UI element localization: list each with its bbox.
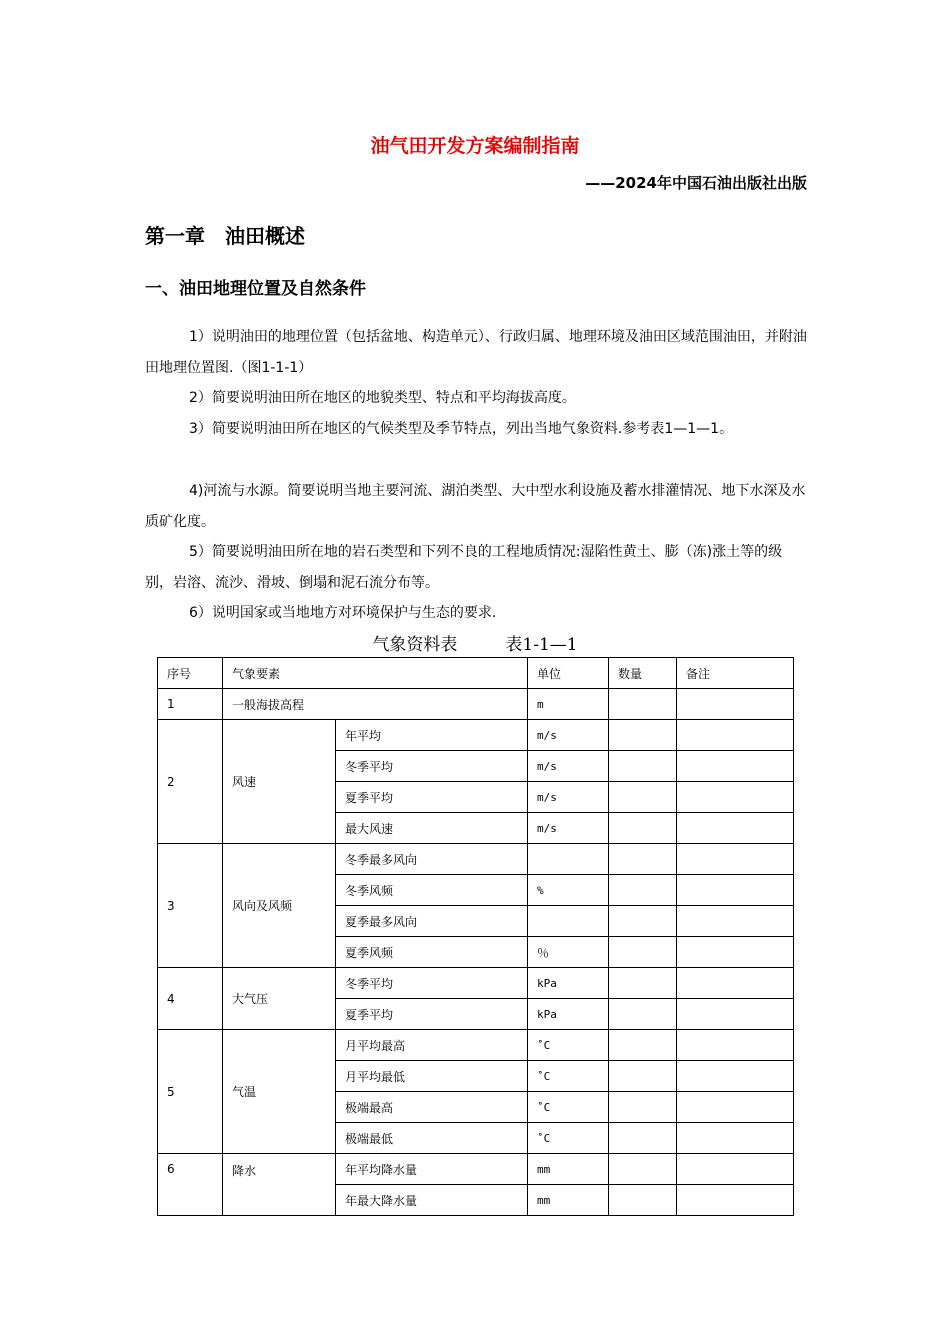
- table-row: [158, 1154, 794, 1185]
- unit-cell: m/s: [528, 751, 609, 782]
- quantity-cell: [609, 968, 677, 999]
- sub-element: 年平均降水量: [336, 1154, 528, 1185]
- remark-cell: [677, 1123, 794, 1154]
- paragraph-3: 3）简要说明油田所在地区的气候类型及季节特点，列出当地气象资料.参考表1—1—1。: [189, 421, 734, 437]
- sub-element: 最大风速: [336, 813, 528, 844]
- unit-cell: m/s: [528, 720, 609, 751]
- paragraph-6: 6）说明国家或当地地方对环境保护与生态的要求.: [189, 605, 497, 621]
- unit-cell: [528, 844, 609, 875]
- unit-cell: ˚C: [528, 1030, 609, 1061]
- header-cell: 单位: [528, 658, 609, 689]
- unit-cell: kPa: [528, 999, 609, 1030]
- table-caption-number: 表1-1—1: [505, 635, 578, 655]
- table-header-row: [158, 658, 794, 689]
- unit-cell: mm: [528, 1154, 609, 1185]
- remark-cell: [677, 689, 794, 720]
- remark-cell: [677, 844, 794, 875]
- sub-element: 夏季风频: [336, 937, 528, 968]
- table-row: [158, 968, 794, 999]
- row-number: 5: [158, 1030, 223, 1154]
- element-name: 气温: [223, 1030, 336, 1154]
- weather-data-table: [157, 657, 794, 1216]
- publisher-line: ——2024年中国石油出版社出版: [585, 174, 807, 192]
- sub-element: 夏季最多风向: [336, 906, 528, 937]
- table-row: [158, 844, 794, 875]
- unit-cell: %: [528, 875, 609, 906]
- quantity-cell: [609, 844, 677, 875]
- unit-cell: ％: [528, 937, 609, 968]
- remark-cell: [677, 751, 794, 782]
- section-heading: 一、油田地理位置及自然条件: [145, 279, 366, 299]
- element-name: 降水: [223, 1154, 336, 1216]
- row-number: 4: [158, 968, 223, 1030]
- sub-element: 冬季平均: [336, 751, 528, 782]
- unit-cell: m/s: [528, 782, 609, 813]
- sub-element: 冬季平均: [336, 968, 528, 999]
- remark-cell: [677, 1154, 794, 1185]
- remark-cell: [677, 999, 794, 1030]
- paragraph-1: 1）说明油田的地理位置（包括盆地、构造单元）、行政归属、地理环境及油田区域范围油田，并附油田地理位置图.（图1-1-1）: [145, 329, 807, 376]
- unit-cell: kPa: [528, 968, 609, 999]
- sub-element: 极端最高: [336, 1092, 528, 1123]
- sub-element: 月平均最高: [336, 1030, 528, 1061]
- quantity-cell: [609, 1092, 677, 1123]
- unit-cell: mm: [528, 1185, 609, 1216]
- sub-element: 年平均: [336, 720, 528, 751]
- remark-cell: [677, 1030, 794, 1061]
- quantity-cell: [609, 751, 677, 782]
- table-row: [158, 1030, 794, 1061]
- sub-element: 年最大降水量: [336, 1185, 528, 1216]
- quantity-cell: [609, 1061, 677, 1092]
- unit-cell: m: [528, 689, 609, 720]
- row-number: 6: [158, 1154, 223, 1216]
- sub-element: 极端最低: [336, 1123, 528, 1154]
- remark-cell: [677, 1061, 794, 1092]
- table-row: [158, 689, 794, 720]
- header-cell: 序号: [158, 658, 223, 689]
- remark-cell: [677, 1092, 794, 1123]
- element-name: 一般海拔高程: [223, 689, 528, 720]
- row-number: 3: [158, 844, 223, 968]
- chapter-heading: 第一章 油田概述: [145, 224, 305, 248]
- quantity-cell: [609, 1185, 677, 1216]
- row-number: 1: [158, 689, 223, 720]
- quantity-cell: [609, 1123, 677, 1154]
- unit-cell: ˚C: [528, 1123, 609, 1154]
- unit-cell: ˚C: [528, 1092, 609, 1123]
- remark-cell: [677, 906, 794, 937]
- quantity-cell: [609, 1030, 677, 1061]
- remark-cell: [677, 968, 794, 999]
- table-caption: [0, 630, 950, 655]
- quantity-cell: [609, 906, 677, 937]
- table-row: [158, 720, 794, 751]
- quantity-cell: [609, 720, 677, 751]
- remark-cell: [677, 720, 794, 751]
- quantity-cell: [609, 813, 677, 844]
- quantity-cell: [609, 875, 677, 906]
- quantity-cell: [609, 999, 677, 1030]
- remark-cell: [677, 813, 794, 844]
- header-cell: 气象要素: [223, 658, 528, 689]
- sub-element: 冬季最多风向: [336, 844, 528, 875]
- quantity-cell: [609, 689, 677, 720]
- quantity-cell: [609, 782, 677, 813]
- paragraph-5: 5）简要说明油田所在地的岩石类型和下列不良的工程地质情况:湿陷性黄土、膨（冻)涨土等的级别，岩溶、流沙、滑坡、倒塌和泥石流分布等。: [145, 544, 783, 591]
- quantity-cell: [609, 1154, 677, 1185]
- unit-cell: [528, 906, 609, 937]
- sub-element: 夏季平均: [336, 782, 528, 813]
- remark-cell: [677, 937, 794, 968]
- unit-cell: ˚C: [528, 1061, 609, 1092]
- remark-cell: [677, 875, 794, 906]
- remark-cell: [677, 782, 794, 813]
- element-name: 大气压: [223, 968, 336, 1030]
- table-caption-name: 气象资料表: [372, 635, 458, 655]
- sub-element: 冬季风频: [336, 875, 528, 906]
- sub-element: 夏季平均: [336, 999, 528, 1030]
- quantity-cell: [609, 937, 677, 968]
- paragraph-2: 2）简要说明油田所在地区的地貌类型、特点和平均海拔高度。: [189, 390, 576, 406]
- element-name: 风速: [223, 720, 336, 844]
- paragraph-4: 4)河流与水源。简要说明当地主要河流、湖泊类型、大中型水利设施及蓄水排灌情况、地下水深及水质矿化度。: [145, 483, 806, 530]
- sub-element: 月平均最低: [336, 1061, 528, 1092]
- unit-cell: m/s: [528, 813, 609, 844]
- header-cell: 备注: [677, 658, 794, 689]
- element-name: 风向及风频: [223, 844, 336, 968]
- row-number: 2: [158, 720, 223, 844]
- remark-cell: [677, 1185, 794, 1216]
- document-title: 油气田开发方案编制指南: [370, 135, 580, 157]
- header-cell: 数量: [609, 658, 677, 689]
